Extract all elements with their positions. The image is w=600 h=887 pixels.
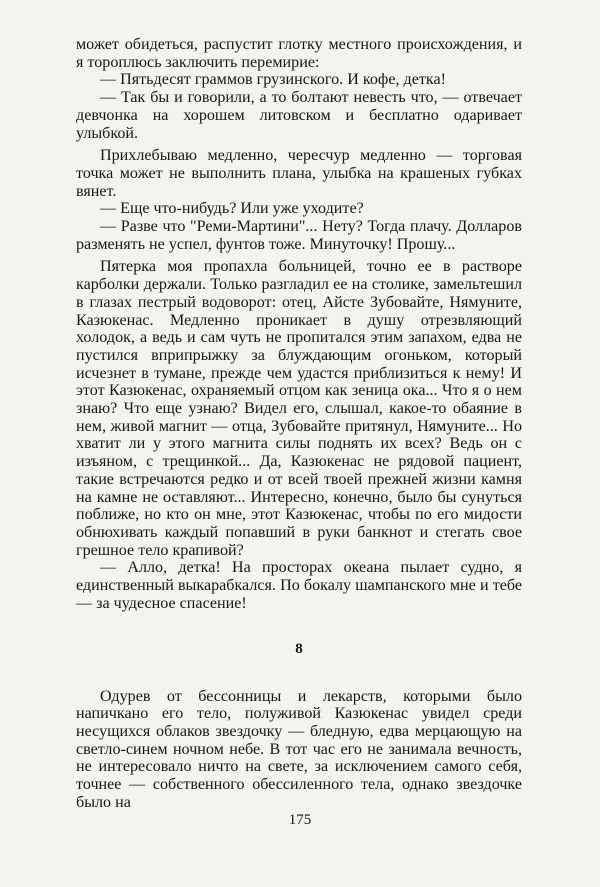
paragraph: — Еще что-нибудь? Или уже уходите? [100,200,364,218]
paragraph: Пятерка моя пропахла больницей, точно ее в растворе карболки держали. Только разгладил ее на столике, замельтешил в глазах пестрый водоворот: отец, Айсте Зубовайте, Нямуните, Казюкенас. Медленно проникает в душу отрезвляющий холодок, а ведь и сам чуть не пропитался этим запахом, едва не пустился вприпрыжку за блуждающим огоньком, который исчезнет в тумане, прежде чем удастся приблизиться к нему! И этот Казюкенас, охраняемый отцом как зеница ока... Что я о нем знаю? Что еще узнаю? Видел его, слышал, какое-то обаяние в нем, живой магнит — отца, Зубовайте притянул, Нямуните... Но хватит ли у этого магнита силы поднять их всех? Ведь он с изъяном, с трещинкой... Да, Казюкенас не рядовой пациент, такие встречаются редко и от всей твоей прежней жизни камня на камне не оставляют... Интересно, конечно, было бы сунуться поближе, но кто он мне, этот Казюкенас, чтобы по его мидости обнюхивать каждый попавший в руки банкнот и стегать свое грешное тело крапивой? [76,258,522,559]
paragraph: — Алло, детка! На просторах океана пылает судно, я единственный выкарабкался. По бокалу шампанского мне и тебе — за чудесное спасение! [76,559,522,612]
paragraph: Прихлебываю медленно, чересчур медленно — торговая точка может не выполнить плана, улыбка на крашеных губках вянет. [76,147,522,200]
paragraph: Одурев от бессонницы и лекарств, которыми было напичкано его тело, полуживой Казюкенас увидел среди несущихся облаков звездочку — бледную, едва мерцающую на светло-синем ночном небе. В тот час его не занимала вечность, не интересовало ничто на свете, за исключением самого себя, точнее — собственного обессиленного тела, однако звездочке было на [76,687,522,811]
text-block-after [76,688,522,812]
paragraph: — Так бы и говорили, а то болтают невесть что, — отвечает девчонка на хорошем литовском и бесплатно одаривает улыбкой. [76,89,522,142]
chapter-number: 8 [295,640,303,657]
paragraph: — Пятьдесят граммов грузинского. И кофе, детка! [100,71,446,89]
page-number: 175 [288,812,312,828]
paragraph: может обидеться, распустит глотку местного происхождения, и я тороплюсь заключить перемирие: [76,36,522,71]
paragraph: — Разве что "Реми-Мартини"... Нету? Тогда плачу. Долларов разменять не успел, фунтов тоже. Минуточку! Прошу... [76,218,522,253]
text-block-before [76,36,522,613]
